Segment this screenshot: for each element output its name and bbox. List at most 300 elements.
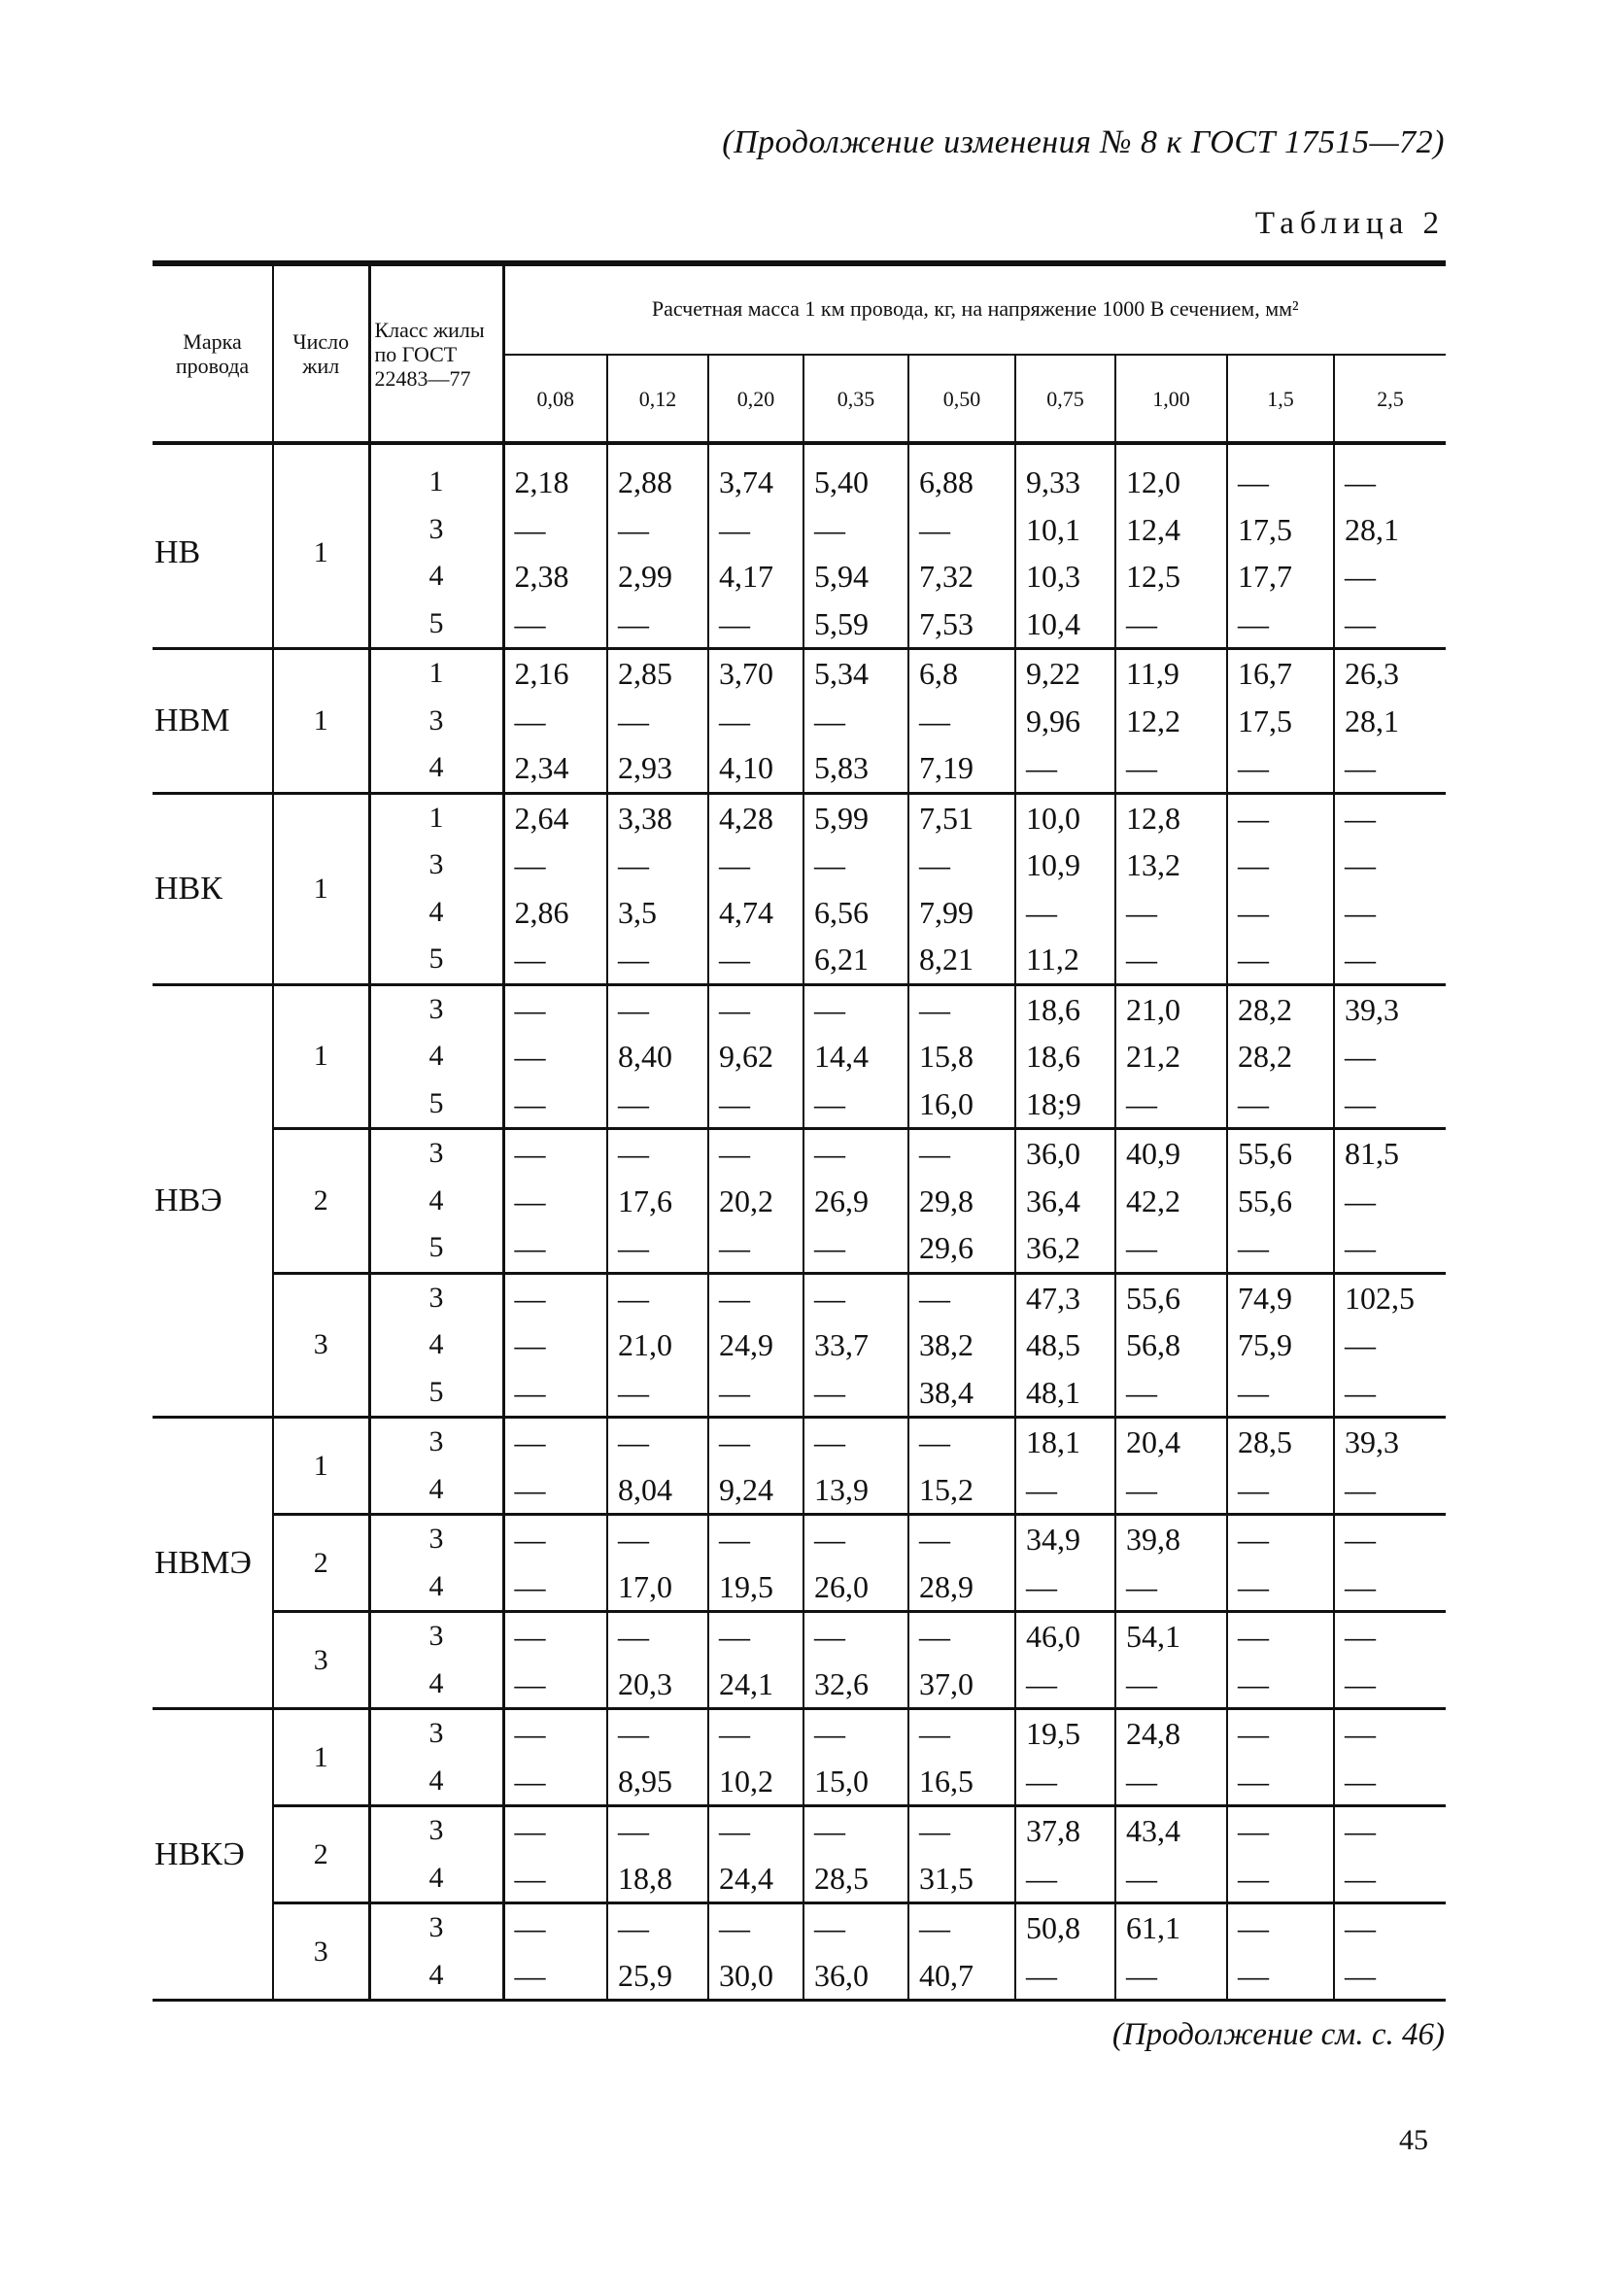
mass-value: 15,2 xyxy=(908,1466,1015,1515)
mass-value: — xyxy=(803,1129,908,1178)
mass-value: 36,0 xyxy=(803,1952,908,2001)
mass-value: — xyxy=(1345,1522,1376,1558)
mass-value: 5,94 xyxy=(803,553,908,600)
table-row xyxy=(153,1709,1446,1758)
conductor-class: 3 xyxy=(369,984,503,1033)
mass-value: 81,5 xyxy=(1345,1136,1399,1172)
core-count: 2 xyxy=(273,1515,369,1612)
mass-value: — xyxy=(1115,1758,1227,1806)
conductor-class: 3 xyxy=(369,1418,503,1466)
mass-value: 6,8 xyxy=(908,649,1015,698)
mass-value: — xyxy=(708,698,803,745)
mass-value: — xyxy=(803,1224,908,1273)
column-header-marka: Марка провода xyxy=(153,263,273,443)
mass-value: 13,9 xyxy=(803,1466,908,1515)
mass-value: 6,56 xyxy=(803,889,908,937)
mass-value: — xyxy=(1227,1758,1334,1806)
mass-value: — xyxy=(607,1515,708,1563)
mass-value: 21,2 xyxy=(1115,1033,1227,1080)
conductor-class: 4 xyxy=(369,1855,503,1903)
mass-value: 28,5 xyxy=(1227,1418,1334,1466)
conductor-class: 4 xyxy=(369,553,503,600)
mass-value: — xyxy=(503,1129,607,1178)
mass-value: 16,7 xyxy=(1227,649,1334,698)
conductor-class: 4 xyxy=(369,1661,503,1709)
mass-value: — xyxy=(1227,1515,1334,1563)
section-header: 0,12 xyxy=(607,355,708,443)
mass-value: — xyxy=(908,698,1015,745)
mass-value: — xyxy=(607,1273,708,1321)
conductor-class: 3 xyxy=(369,1709,503,1758)
mass-value: 46,0 xyxy=(1015,1612,1115,1661)
mass-value: 5,99 xyxy=(803,793,908,841)
mass-value: 38,2 xyxy=(908,1321,1015,1369)
mass-value: 2,34 xyxy=(503,744,607,793)
core-count: 2 xyxy=(273,1806,369,1903)
mass-value: — xyxy=(1334,600,1446,649)
mass-value: — xyxy=(803,984,908,1033)
mass-value: — xyxy=(708,936,803,984)
mass-value: — xyxy=(503,506,607,554)
mass-value: 2,38 xyxy=(503,553,607,600)
mass-value: 3,5 xyxy=(607,889,708,937)
mass-value: — xyxy=(1345,800,1376,836)
conductor-class: 4 xyxy=(369,1033,503,1080)
mass-value: 7,32 xyxy=(908,553,1015,600)
mass-value: — xyxy=(1015,1758,1115,1806)
mass-value: 17,6 xyxy=(607,1178,708,1225)
mass-value: — xyxy=(1115,744,1227,793)
mass-value: — xyxy=(1115,1563,1227,1612)
mass-value: — xyxy=(503,1369,607,1418)
mass-value: — xyxy=(607,1224,708,1273)
mass-value: — xyxy=(803,698,908,745)
wire-mass-table xyxy=(153,260,1446,2002)
conductor-class: 3 xyxy=(369,1129,503,1178)
mass-value: — xyxy=(503,1080,607,1129)
mass-value: — xyxy=(1115,1952,1227,2001)
mass-value: — xyxy=(607,1369,708,1418)
mass-value: — xyxy=(607,1709,708,1758)
column-header-mass: Расчетная масса 1 км провода, кг, на напряжение 1000 В сечением, мм² xyxy=(503,263,1446,355)
mass-value: — xyxy=(1115,1661,1227,1709)
mass-value: 7,53 xyxy=(908,600,1015,649)
mass-value: — xyxy=(1115,889,1227,937)
mass-value: — xyxy=(1227,841,1334,889)
mass-value: — xyxy=(607,1612,708,1661)
mass-value: — xyxy=(708,1806,803,1855)
mass-value: — xyxy=(708,1080,803,1129)
mass-value: — xyxy=(908,1806,1015,1855)
mass-value: 5,83 xyxy=(803,744,908,793)
mass-value: 18;9 xyxy=(1015,1080,1115,1129)
mass-value: — xyxy=(607,1806,708,1855)
mass-value: — xyxy=(708,984,803,1033)
mass-value: — xyxy=(503,1661,607,1709)
table-row xyxy=(153,793,1446,841)
conductor-class: 5 xyxy=(369,1080,503,1129)
conductor-class: 5 xyxy=(369,1369,503,1418)
mass-value: — xyxy=(607,936,708,984)
mass-value: 17,0 xyxy=(607,1563,708,1612)
mass-value: — xyxy=(708,506,803,554)
mass-value: 11,9 xyxy=(1115,649,1227,698)
conductor-class: 5 xyxy=(369,600,503,649)
mass-value: 2,16 xyxy=(503,649,607,698)
mass-value: 13,2 xyxy=(1115,841,1227,889)
mass-value: 26,9 xyxy=(803,1178,908,1225)
mass-value: — xyxy=(1227,443,1334,506)
section-header: 0,75 xyxy=(1015,355,1115,443)
mass-value: 20,3 xyxy=(607,1661,708,1709)
table-row xyxy=(153,1612,1446,1661)
mass-value: — xyxy=(503,1903,607,1952)
mass-value: 21,0 xyxy=(607,1321,708,1369)
mass-value: — xyxy=(607,1129,708,1178)
mass-value: — xyxy=(708,1369,803,1418)
table-row xyxy=(153,1515,1446,1563)
mass-value: — xyxy=(708,1224,803,1273)
mass-value: — xyxy=(503,1855,607,1903)
mass-value: — xyxy=(607,1418,708,1466)
mass-value: — xyxy=(503,841,607,889)
table-row xyxy=(153,984,1446,1033)
mass-value: — xyxy=(1334,1080,1446,1129)
mass-value: 12,8 xyxy=(1115,793,1227,841)
mass-value: — xyxy=(708,1129,803,1178)
mass-value: — xyxy=(1227,1855,1334,1903)
mass-value: 16,5 xyxy=(908,1758,1015,1806)
core-count: 1 xyxy=(273,649,369,794)
mass-value: 4,17 xyxy=(708,553,803,600)
conductor-class: 4 xyxy=(369,1563,503,1612)
mass-value: — xyxy=(503,1033,607,1080)
mass-value: 48,1 xyxy=(1015,1369,1115,1418)
mass-value: 17,7 xyxy=(1227,553,1334,600)
mass-value: — xyxy=(708,1612,803,1661)
mass-value: 9,22 xyxy=(1015,649,1115,698)
mass-value: — xyxy=(1227,1661,1334,1709)
mass-value: 12,2 xyxy=(1115,698,1227,745)
mass-value: — xyxy=(607,841,708,889)
mass-value: — xyxy=(908,1273,1015,1321)
mass-value: 37,0 xyxy=(908,1661,1015,1709)
mass-value: 18,6 xyxy=(1015,984,1115,1033)
mass-value: 2,93 xyxy=(607,744,708,793)
mass-value: 3,38 xyxy=(607,793,708,841)
mass-value: — xyxy=(607,698,708,745)
conductor-class: 4 xyxy=(369,1758,503,1806)
conductor-class: 3 xyxy=(369,1515,503,1563)
mass-value: — xyxy=(908,1515,1015,1563)
core-count: 1 xyxy=(273,1709,369,1806)
mass-value: — xyxy=(1334,1661,1446,1709)
mass-value: 36,0 xyxy=(1015,1129,1115,1178)
brand-name: НВЭ xyxy=(153,984,273,1418)
mass-value: 19,5 xyxy=(708,1563,803,1612)
mass-value: 9,96 xyxy=(1015,698,1115,745)
mass-value: — xyxy=(1345,464,1376,500)
table-caption: Таблица 2 xyxy=(1254,206,1445,241)
mass-value: 4,74 xyxy=(708,889,803,937)
mass-value: — xyxy=(503,600,607,649)
table-row xyxy=(153,1903,1446,1952)
mass-value: — xyxy=(503,1466,607,1515)
mass-value: 10,0 xyxy=(1015,793,1115,841)
mass-value: — xyxy=(708,1709,803,1758)
mass-value: — xyxy=(503,1952,607,2001)
mass-value: — xyxy=(607,600,708,649)
mass-value: 28,1 xyxy=(1345,703,1399,738)
conductor-class: 1 xyxy=(369,443,503,506)
mass-value: 3,70 xyxy=(708,649,803,698)
mass-value: — xyxy=(503,1612,607,1661)
column-header-chislo: Число жил xyxy=(273,263,369,443)
mass-value: — xyxy=(803,841,908,889)
mass-value: — xyxy=(503,1178,607,1225)
mass-value: — xyxy=(1115,600,1227,649)
conductor-class: 3 xyxy=(369,841,503,889)
mass-value: 14,4 xyxy=(803,1033,908,1080)
mass-value: 24,1 xyxy=(708,1661,803,1709)
mass-value: — xyxy=(1227,1080,1334,1129)
mass-value: — xyxy=(908,841,1015,889)
mass-value: — xyxy=(1334,1563,1446,1612)
brand-name: НВКЭ xyxy=(153,1709,273,2001)
mass-value: 8,21 xyxy=(908,936,1015,984)
mass-value: — xyxy=(1115,936,1227,984)
mass-value: 7,19 xyxy=(908,744,1015,793)
mass-value: 75,9 xyxy=(1227,1321,1334,1369)
section-header: 0,50 xyxy=(908,355,1015,443)
continuation-note: (Продолжение см. с. 46) xyxy=(1111,2017,1445,2052)
mass-value: 40,9 xyxy=(1115,1129,1227,1178)
mass-value: 29,8 xyxy=(908,1178,1015,1225)
mass-value: 4,10 xyxy=(708,744,803,793)
mass-value: 26,3 xyxy=(1345,656,1399,692)
core-count: 1 xyxy=(273,1418,369,1515)
mass-value: 31,5 xyxy=(908,1855,1015,1903)
mass-value: — xyxy=(1015,1563,1115,1612)
mass-value: 32,6 xyxy=(803,1661,908,1709)
mass-value: 36,2 xyxy=(1015,1224,1115,1273)
core-count: 2 xyxy=(273,1129,369,1274)
mass-value: — xyxy=(503,1515,607,1563)
mass-value: 55,6 xyxy=(1227,1178,1334,1225)
brand-name: НВМ xyxy=(153,649,273,794)
mass-value: 18,1 xyxy=(1015,1418,1115,1466)
conductor-class: 3 xyxy=(369,1612,503,1661)
mass-value: — xyxy=(908,984,1015,1033)
conductor-class: 4 xyxy=(369,1178,503,1225)
mass-value: 8,40 xyxy=(607,1033,708,1080)
mass-value: — xyxy=(1015,744,1115,793)
mass-value: — xyxy=(1345,1813,1376,1849)
mass-value: — xyxy=(503,1758,607,1806)
conductor-class: 3 xyxy=(369,1903,503,1952)
mass-value: — xyxy=(503,1273,607,1321)
mass-value: 7,51 xyxy=(908,793,1015,841)
conductor-class: 3 xyxy=(369,506,503,554)
conductor-class: 4 xyxy=(369,889,503,937)
mass-value: 9,33 xyxy=(1015,443,1115,506)
mass-value: 20,4 xyxy=(1115,1418,1227,1466)
mass-value: 55,6 xyxy=(1115,1273,1227,1321)
mass-value: 4,28 xyxy=(708,793,803,841)
mass-value: — xyxy=(803,1709,908,1758)
mass-value: — xyxy=(503,936,607,984)
mass-value: 2,86 xyxy=(503,889,607,937)
mass-value: 74,9 xyxy=(1227,1273,1334,1321)
mass-value: — xyxy=(607,1080,708,1129)
mass-value: — xyxy=(1334,1952,1446,2001)
mass-value: — xyxy=(1227,1806,1334,1855)
mass-value: 38,4 xyxy=(908,1369,1015,1418)
mass-value: — xyxy=(1345,847,1376,883)
mass-value: 21,0 xyxy=(1115,984,1227,1033)
section-header: 1,00 xyxy=(1115,355,1227,443)
mass-value: 2,99 xyxy=(607,553,708,600)
mass-value: — xyxy=(1334,1224,1446,1273)
mass-value: — xyxy=(1334,1466,1446,1515)
conductor-class: 3 xyxy=(369,1806,503,1855)
core-count: 3 xyxy=(273,1612,369,1709)
mass-value: — xyxy=(1334,936,1446,984)
mass-value: 2,18 xyxy=(503,443,607,506)
mass-value: 7,99 xyxy=(908,889,1015,937)
mass-value: 15,0 xyxy=(803,1758,908,1806)
mass-value: 25,9 xyxy=(607,1952,708,2001)
mass-value: — xyxy=(803,1515,908,1563)
mass-value: — xyxy=(1345,1910,1376,1946)
mass-value: 39,3 xyxy=(1345,1424,1399,1460)
mass-value: 11,2 xyxy=(1015,936,1115,984)
mass-value: — xyxy=(708,841,803,889)
mass-value: — xyxy=(1115,1080,1227,1129)
mass-value: — xyxy=(1227,600,1334,649)
mass-value: 37,8 xyxy=(1015,1806,1115,1855)
mass-value: — xyxy=(908,1129,1015,1178)
core-count: 1 xyxy=(273,443,369,649)
core-count: 1 xyxy=(273,984,369,1129)
mass-value: 10,4 xyxy=(1015,600,1115,649)
mass-value: — xyxy=(908,1709,1015,1758)
mass-value: 29,6 xyxy=(908,1224,1015,1273)
mass-value: 9,62 xyxy=(708,1033,803,1080)
mass-value: — xyxy=(1115,1369,1227,1418)
mass-value: 10,9 xyxy=(1015,841,1115,889)
conductor-class: 1 xyxy=(369,793,503,841)
mass-value: 3,74 xyxy=(708,443,803,506)
mass-value: — xyxy=(1334,744,1446,793)
conductor-class: 3 xyxy=(369,698,503,745)
mass-value: — xyxy=(803,1273,908,1321)
brand-name: НВК xyxy=(153,793,273,984)
mass-value: 9,24 xyxy=(708,1466,803,1515)
conductor-class: 4 xyxy=(369,1321,503,1369)
mass-value: 24,8 xyxy=(1115,1709,1227,1758)
mass-value: — xyxy=(908,1903,1015,1952)
conductor-class: 3 xyxy=(369,1273,503,1321)
mass-value: — xyxy=(1345,1327,1376,1363)
section-header: 0,20 xyxy=(708,355,803,443)
mass-value: — xyxy=(1015,889,1115,937)
mass-value: — xyxy=(1115,1224,1227,1273)
mass-value: 10,3 xyxy=(1015,553,1115,600)
mass-value: 19,5 xyxy=(1015,1709,1115,1758)
mass-value: 8,04 xyxy=(607,1466,708,1515)
mass-value: 5,34 xyxy=(803,649,908,698)
mass-value: — xyxy=(708,1273,803,1321)
brand-name: НВ xyxy=(153,443,273,649)
mass-value: — xyxy=(503,1806,607,1855)
page-number: 45 xyxy=(1399,2124,1428,2156)
running-header: (Продолжение изменения № 8 к ГОСТ 17515—72) xyxy=(722,124,1445,160)
mass-value: — xyxy=(908,1612,1015,1661)
mass-value: — xyxy=(503,984,607,1033)
mass-value: — xyxy=(503,1418,607,1466)
mass-value: 48,5 xyxy=(1015,1321,1115,1369)
mass-value: 61,1 xyxy=(1115,1903,1227,1952)
mass-value: — xyxy=(1227,1369,1334,1418)
mass-value: 43,4 xyxy=(1115,1806,1227,1855)
mass-value: 12,0 xyxy=(1115,443,1227,506)
mass-value: — xyxy=(1227,1563,1334,1612)
core-count: 3 xyxy=(273,1903,369,2001)
conductor-class: 5 xyxy=(369,936,503,984)
mass-value: 20,2 xyxy=(708,1178,803,1225)
conductor-class: 4 xyxy=(369,744,503,793)
mass-value: — xyxy=(803,1418,908,1466)
mass-value: — xyxy=(503,1224,607,1273)
mass-value: — xyxy=(1015,1661,1115,1709)
mass-value: — xyxy=(503,1563,607,1612)
mass-value: — xyxy=(1334,1855,1446,1903)
mass-value: 16,0 xyxy=(908,1080,1015,1129)
mass-value: — xyxy=(1345,894,1376,930)
mass-value: 28,2 xyxy=(1227,1033,1334,1080)
mass-value: 42,2 xyxy=(1115,1178,1227,1225)
mass-value: — xyxy=(1015,1855,1115,1903)
section-header: 0,35 xyxy=(803,355,908,443)
mass-value: 2,64 xyxy=(503,793,607,841)
table-row xyxy=(153,443,1446,506)
core-count: 1 xyxy=(273,793,369,984)
mass-value: 2,88 xyxy=(607,443,708,506)
mass-value: 15,8 xyxy=(908,1033,1015,1080)
mass-value: — xyxy=(803,506,908,554)
mass-value: 6,88 xyxy=(908,443,1015,506)
mass-value: — xyxy=(803,1080,908,1129)
mass-value: 12,5 xyxy=(1115,553,1227,600)
brand-name: НВМЭ xyxy=(153,1418,273,1709)
mass-value: — xyxy=(1345,1619,1376,1655)
mass-value: — xyxy=(803,1369,908,1418)
mass-value: 17,5 xyxy=(1227,506,1334,554)
mass-value: 18,8 xyxy=(607,1855,708,1903)
mass-value: 24,9 xyxy=(708,1321,803,1369)
mass-value: — xyxy=(1227,744,1334,793)
mass-value: 10,1 xyxy=(1015,506,1115,554)
mass-value: 50,8 xyxy=(1015,1903,1115,1952)
section-header: 0,08 xyxy=(503,355,607,443)
mass-value: 24,4 xyxy=(708,1855,803,1903)
mass-value: 5,59 xyxy=(803,600,908,649)
conductor-class: 5 xyxy=(369,1224,503,1273)
mass-value: 17,5 xyxy=(1227,698,1334,745)
section-header: 2,5 xyxy=(1334,355,1446,443)
mass-value: 54,1 xyxy=(1115,1612,1227,1661)
